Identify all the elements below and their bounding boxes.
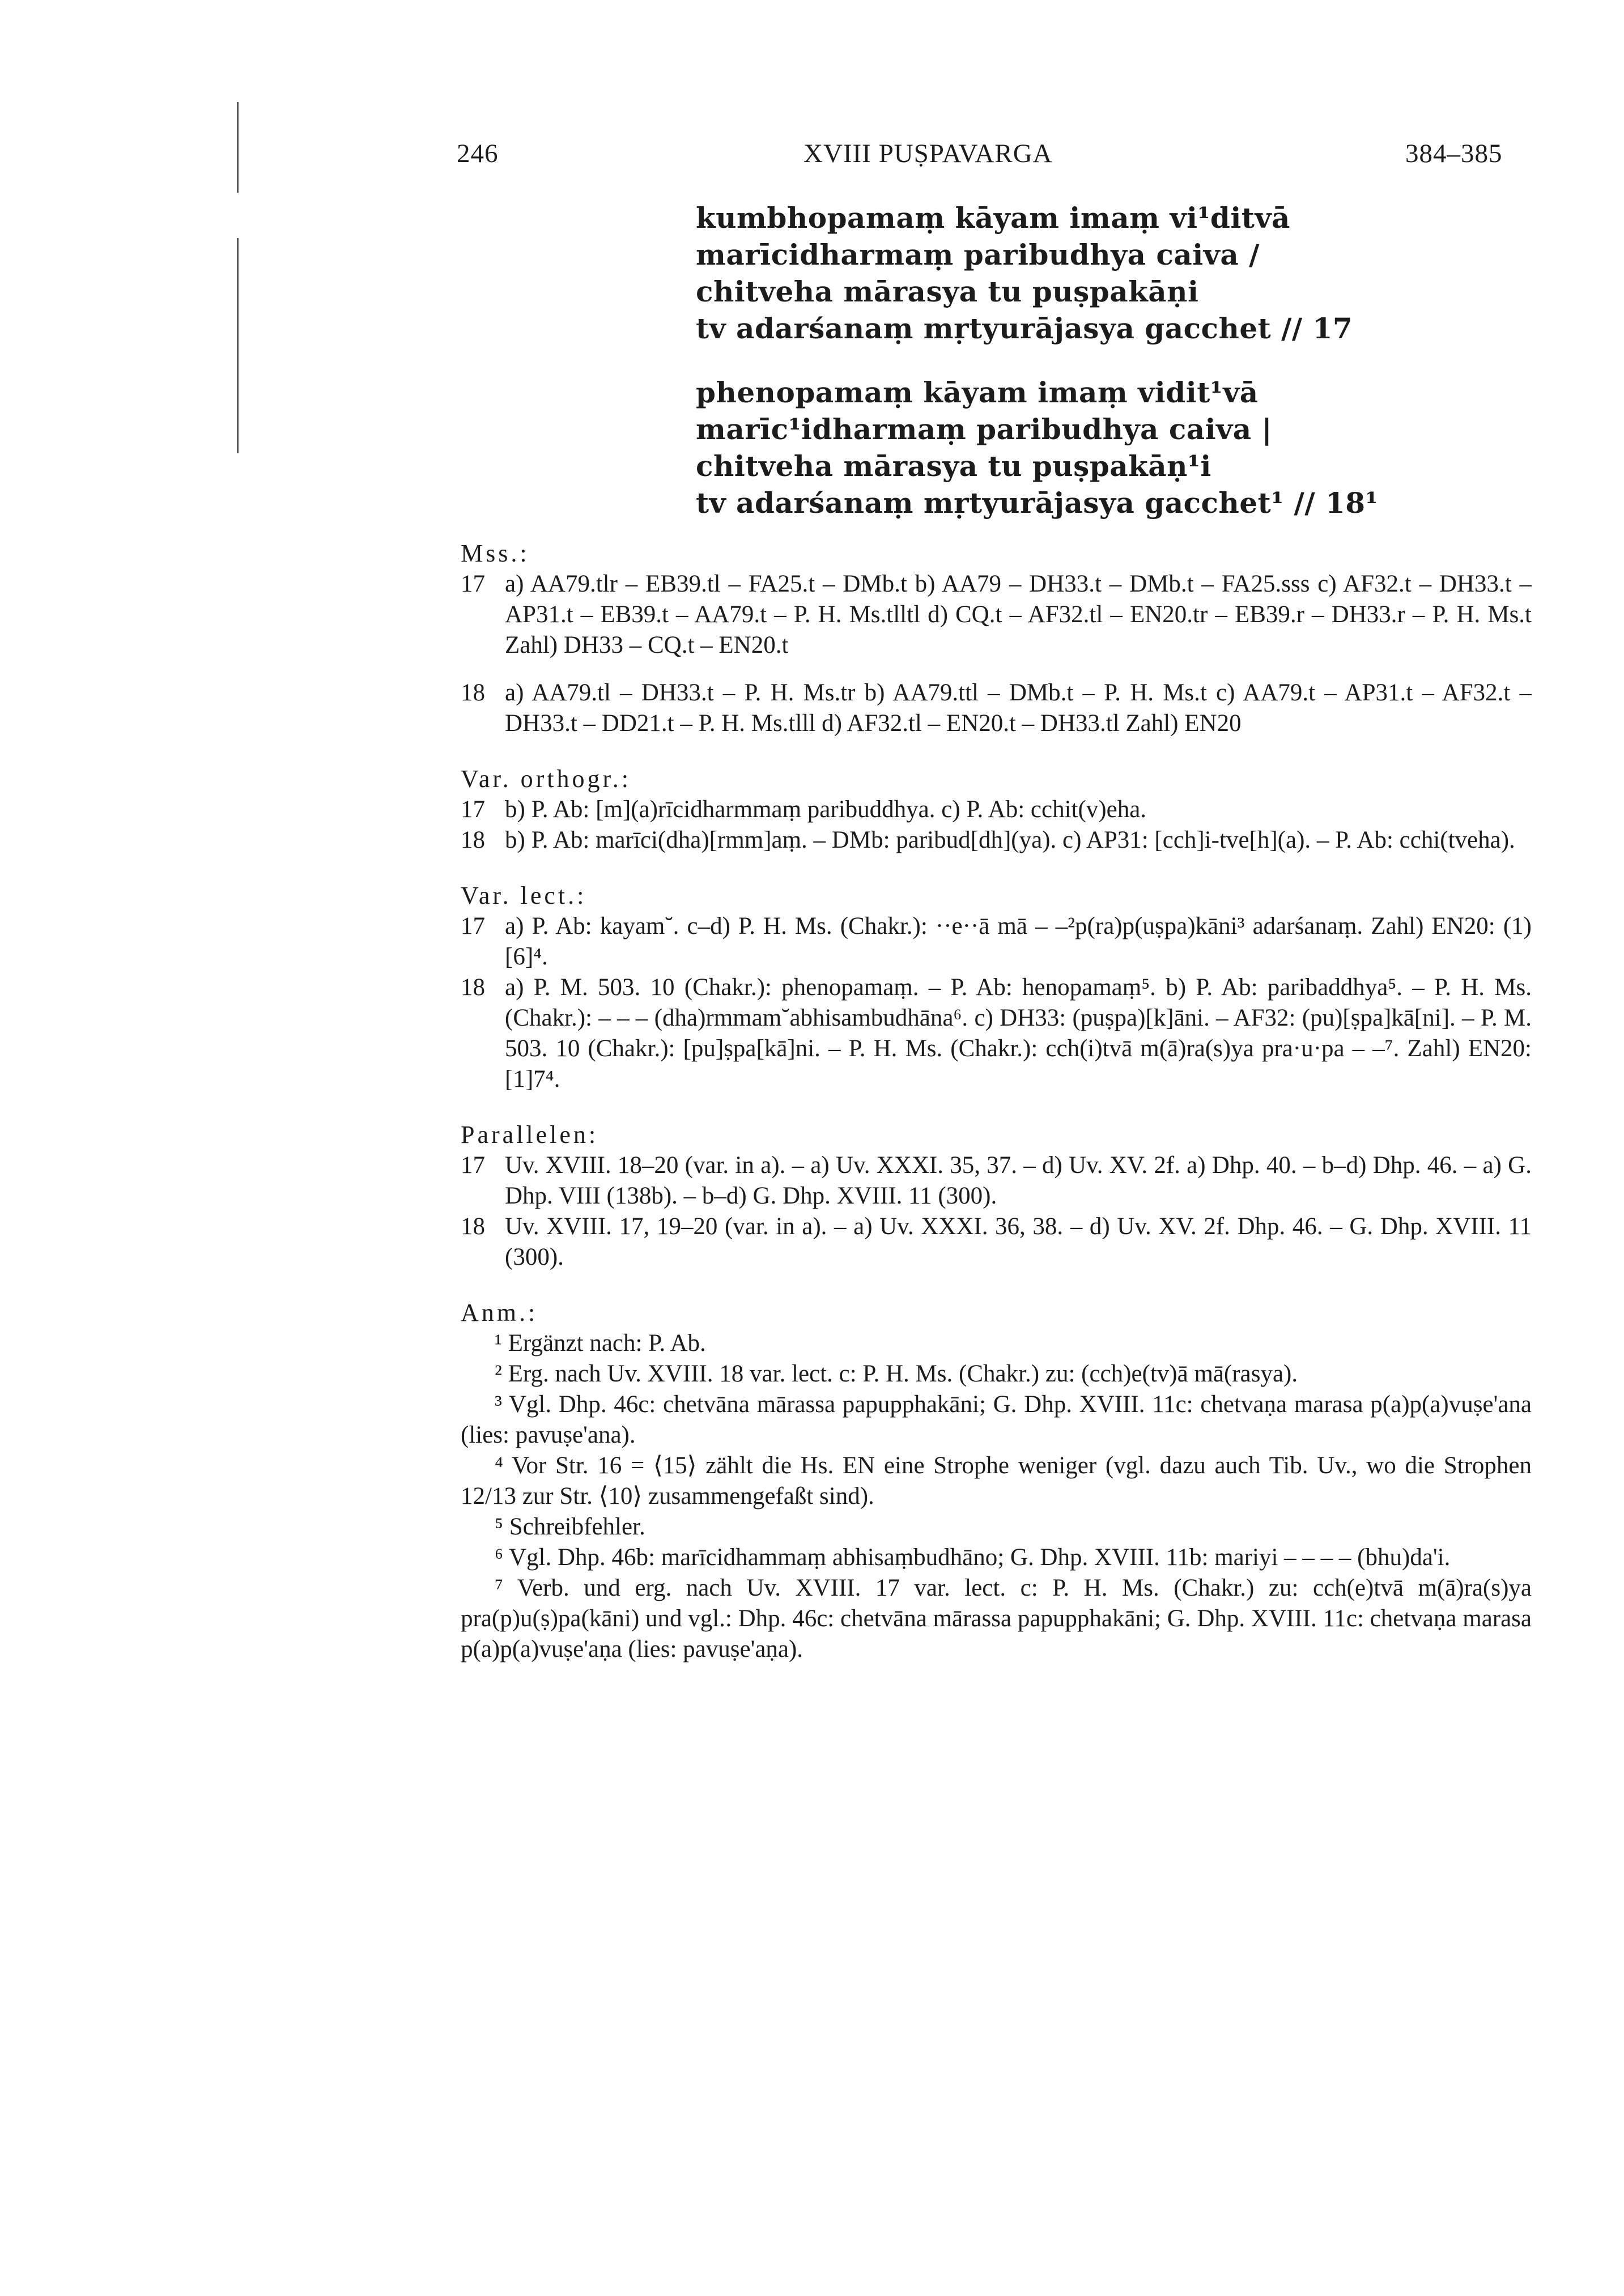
verse-number: 17 [461, 796, 485, 823]
entry-text: Uv. XVIII. 17, 19–20 (var. in a). – a) Uv. XXXI. 36, 38. – d) Uv. XV. 2f. Dhp. 46. – G. Dhp. XVIII. 11 (300). [505, 1213, 1532, 1270]
parallelen-label: Parallelen: [461, 1121, 599, 1149]
mss-entry [461, 569, 1532, 661]
var-orthogr-entry [461, 825, 1532, 856]
verse-number: 17 [461, 913, 485, 939]
var-lect-entry [461, 911, 1532, 972]
verse-17 [696, 199, 1353, 347]
mss-label: Mss.: [461, 539, 530, 567]
footnote-text: Erg. nach Uv. XVIII. 18 var. lect. c: P. H. Ms. (Chakr.) zu: (cch)e(tv)ā mā(rasya). [508, 1360, 1298, 1387]
footnote-text: Schreibfehler. [509, 1513, 645, 1540]
footnote [461, 1542, 1532, 1573]
footnote-text: Vgl. Dhp. 46c: chetvāna mārassa papupphakāni; G. Dhp. XVIII. 11c: chetvaṇa marasa p(a)p(a)vuṣe'ana (lies: pavuṣe'ana). [461, 1391, 1532, 1448]
verse-line: marīcidharmaṃ paribudhya caiva / [696, 238, 1260, 271]
entry-text: a) P. M. 503. 10 (Chakr.): phenopamaṃ. – P. Ab: henopamaṃ⁵. b) P. Ab: paribaddhya⁵. – P. H. Ms. (Chakr.): – – – (dha)rmmam˘abhisambudhāna⁶. c) DH33: (puṣpa)[k]āni. – AF32: (pu)[ṣpa]kā[ni]. – P. M. 503. 10 (Chakr.): [pu]ṣpa[kā]ni. – P. H. Ms. (Chakr.): cch(i)tvā m(ā)ra(s)ya pra·u·pa – –⁷. Zahl) EN20: [1]7⁴. [505, 974, 1532, 1092]
footnote-text: Vor Str. 16 = ⟨15⟩ zählt die Hs. EN eine Strophe weniger (vgl. dazu auch Tib. Uv., wo die Strophen 12/13 zur Str. ⟨10⟩ zusammengefaßt sind). [461, 1452, 1532, 1510]
verse-number: 18 [461, 974, 485, 1001]
mss-entry [461, 678, 1532, 739]
parallelen-entry [461, 1211, 1532, 1273]
footnote-number: ² [495, 1360, 502, 1387]
verse-number: 18 [461, 827, 485, 853]
footnote [461, 1512, 1532, 1542]
footnote-number: ⁵ [495, 1513, 503, 1540]
footnote-number: ³ [495, 1391, 502, 1418]
var-orthogr-label: Var. orthogr.: [461, 765, 631, 793]
chapter-title: XVIII PUṢPAVARGA [804, 139, 1053, 168]
footnote [461, 1328, 1532, 1359]
margin-line [237, 238, 239, 453]
verse-line: chitveha mārasya tu puṣpakāṇ¹i [696, 449, 1211, 483]
footnote-text: Ergänzt nach: P. Ab. [508, 1330, 706, 1357]
footnote [461, 1573, 1532, 1665]
verse-line: marīc¹idharmaṃ paribudhya caiva | [696, 413, 1273, 446]
verse-number: 17 [461, 1152, 485, 1179]
footnote [461, 1359, 1532, 1389]
entry-text: a) AA79.tl – DH33.t – P. H. Ms.tr b) AA79.ttl – DMb.t – P. H. Ms.t c) AA79.t – AP31.t – AF32.t – DH33.t – DD21.t – P. H. Ms.tlll d) AF32.tl – EN20.t – DH33.tl Zahl) EN20 [505, 679, 1532, 737]
footnote-number: ⁴ [495, 1452, 503, 1479]
anm-label: Anm.: [461, 1299, 538, 1326]
verse-line: tv adarśanaṃ mṛtyurājasya gacchet¹ // 18¹ [696, 486, 1378, 520]
entry-text: Uv. XVIII. 18–20 (var. in a). – a) Uv. XXXI. 35, 37. – d) Uv. XV. 2f. a) Dhp. 40. – b–d) Dhp. 46. – a) G. Dhp. VIII (138b). – b–d) G. Dhp. XVIII. 11 (300). [505, 1152, 1532, 1209]
footnote-text: Verb. und erg. nach Uv. XVIII. 17 var. lect. c: P. H. Ms. (Chakr.) zu: cch(e)tvā m(ā)ra(s)ya pra(p)u(ṣ)pa(kāni) und vgl.: Dhp. 46c: chetvāna mārassa papupphakāni; G. Dhp. XVIII. 11c: chetvaṇa marasa p(a)p(a)vuṣe'aṇa (lies: pavuṣe'aṇa). [461, 1575, 1532, 1663]
var-lect-entry [461, 972, 1532, 1095]
var-lect-label: Var. lect.: [461, 882, 587, 909]
page-number: 246 [457, 139, 499, 168]
margin-line [237, 102, 239, 193]
entry-text: a) P. Ab: kayam˘. c–d) P. H. Ms. (Chakr.): ··e··ā mā – –²p(ra)p(uṣpa)kāni³ adarśanaṃ. Zahl) EN20: (1)[6]⁴. [505, 913, 1532, 970]
footnote-text: Vgl. Dhp. 46b: marīcidhammaṃ abhisaṃbudhāno; G. Dhp. XVIII. 11b: mariyi – – – – (bhu)da'i. [508, 1544, 1451, 1571]
verse-line: chitveha mārasya tu puṣpakāṇi [696, 275, 1199, 308]
footnote-number: ⁶ [495, 1544, 503, 1571]
entry-text: a) AA79.tlr – EB39.tl – FA25.t – DMb.t b) AA79 – DH33.t – DMb.t – FA25.sss c) AF32.t – DH33.t – AP31.t – EB39.t – AA79.t – P. H. Ms.tlltl d) CQ.t – AF32.tl – EN20.tr – EB39.r – DH33.r – P. H. Ms.t Zahl) DH33 – CQ.t – EN20.t [505, 571, 1532, 658]
entry-text: b) P. Ab: [m](a)rīcidharmmaṃ paribuddhya. c) P. Ab: cchit(v)eha. [505, 796, 1147, 823]
verse-18 [696, 374, 1378, 521]
footnote [461, 1389, 1532, 1451]
verse-range: 384–385 [1405, 139, 1503, 168]
footnote-number: ⁷ [495, 1575, 503, 1601]
verse-number: 17 [461, 571, 485, 597]
verse-line: tv adarśanaṃ mṛtyurājasya gacchet // 17 [696, 312, 1353, 345]
footnote [461, 1451, 1532, 1512]
footnote-number: ¹ [495, 1330, 502, 1357]
entry-text: b) P. Ab: marīci(dha)[rmm]aṃ. – DMb: paribud[dh](ya). c) AP31: [cch]i-tve[h](a). – P. Ab: cchi(tveha). [505, 827, 1515, 853]
parallelen-entry [461, 1150, 1532, 1211]
verse-line: phenopamaṃ kāyam imaṃ vidit¹vā [696, 376, 1259, 409]
verse-number: 18 [461, 1213, 485, 1240]
verse-line: kumbhopamaṃ kāyam imaṃ vi¹ditvā [696, 201, 1290, 235]
apparatus [461, 538, 1532, 1665]
verse-number: 18 [461, 679, 485, 706]
var-orthogr-entry [461, 794, 1532, 825]
